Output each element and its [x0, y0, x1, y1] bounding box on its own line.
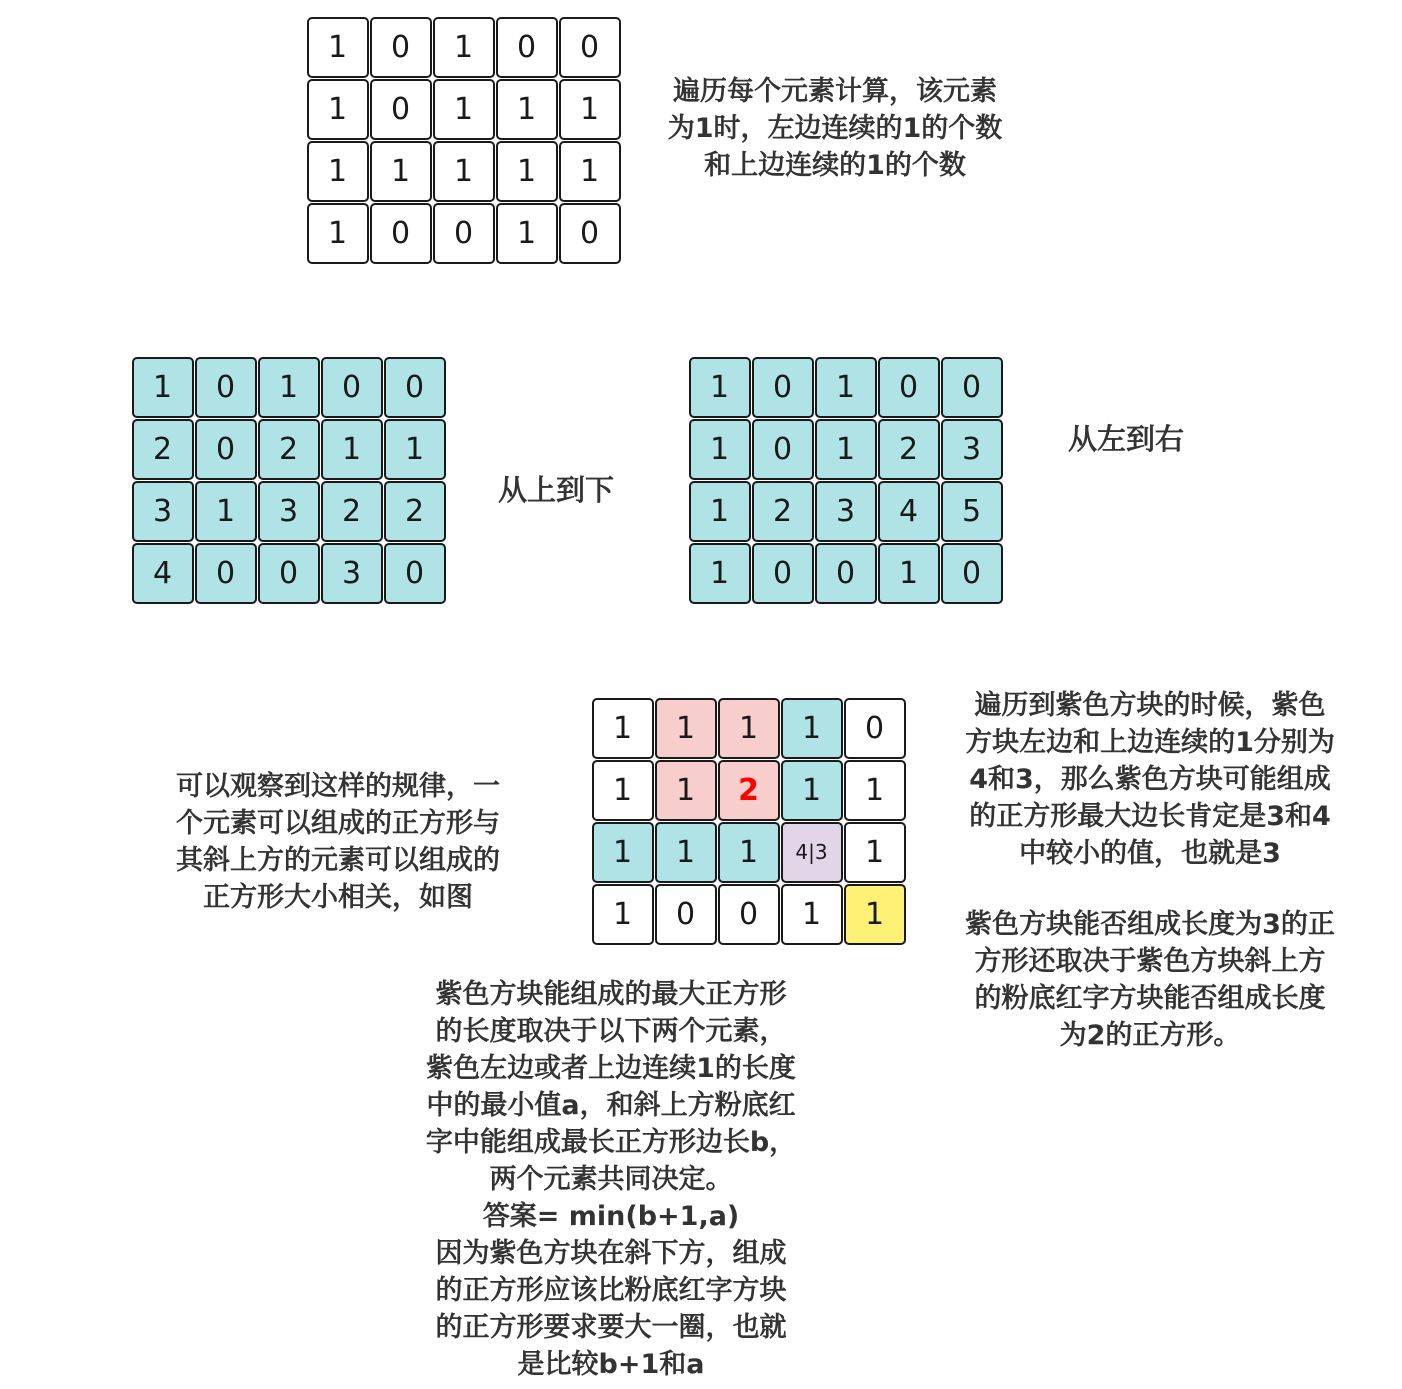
note-line: 的正方形要求要大一圈，也就	[435, 1312, 787, 1343]
note-line: 是比较b+1和a	[517, 1349, 705, 1380]
matrix-cell: 0	[655, 884, 717, 945]
matrix-cell: 1	[844, 822, 906, 883]
note-line: 4和3，那么紫色方块可能组成	[969, 764, 1331, 795]
matrix-cell: 0	[370, 17, 432, 78]
note-line: 和上边连续的1的个数	[704, 150, 966, 181]
matrix-cell: 1	[258, 357, 320, 418]
matrix-cell: 0	[195, 543, 257, 604]
matrix-cell: 1	[195, 481, 257, 542]
matrix-cell: 0	[941, 357, 1003, 418]
matrix-cell: 1	[559, 141, 621, 202]
purple-cell: 4|3	[781, 822, 843, 883]
matrix-cell: 2	[321, 481, 383, 542]
note-line: 遍历每个元素计算，该元素	[673, 76, 997, 107]
matrix-cell: 0	[752, 419, 814, 480]
pink-cell: 1	[718, 698, 780, 759]
top-down-label: 从上到下	[498, 473, 615, 507]
note-line: 的正方形应该比粉底红字方块	[435, 1275, 787, 1306]
left-right-label: 从左到右	[1068, 422, 1185, 456]
matrix-cell: 1	[321, 419, 383, 480]
original-matrix	[306, 16, 621, 264]
matrix-cell: 1	[689, 543, 751, 604]
matrix-cell: 0	[258, 543, 320, 604]
note-line: 的正方形最大边长肯定是3和4	[969, 801, 1331, 832]
matrix-cell: 1	[781, 760, 843, 821]
matrix-cell: 3	[321, 543, 383, 604]
matrix-cell: 1	[718, 822, 780, 883]
matrix-cell: 1	[781, 698, 843, 759]
matrix-cell: 1	[592, 822, 654, 883]
left-right-matrix	[688, 356, 1003, 604]
matrix-cell: 1	[781, 884, 843, 945]
matrix-cell: 3	[941, 419, 1003, 480]
note-pattern	[150, 768, 526, 916]
matrix-cell: 4	[132, 543, 194, 604]
example-matrix	[591, 697, 906, 945]
matrix-cell: 1	[559, 79, 621, 140]
matrix-cell: 1	[307, 141, 369, 202]
note-line: 紫色方块能否组成长度为3的正	[965, 909, 1335, 940]
matrix-cell: 1	[307, 79, 369, 140]
pink-red-cell: 2	[718, 760, 780, 821]
note-traverse	[640, 73, 1030, 184]
pink-cell: 1	[655, 698, 717, 759]
matrix-cell: 1	[844, 760, 906, 821]
matrix-cell: 1	[689, 419, 751, 480]
matrix-cell: 3	[815, 481, 877, 542]
matrix-cell: 1	[689, 481, 751, 542]
top-down-matrix	[131, 356, 446, 604]
matrix-cell: 0	[878, 357, 940, 418]
matrix-cell: 1	[592, 698, 654, 759]
note-line: 方形还取决于紫色方块斜上方	[974, 946, 1326, 977]
note-line: 两个元素共同决定。	[489, 1164, 733, 1195]
note-line: 为2的正方形。	[1059, 1020, 1241, 1051]
matrix-cell: 0	[718, 884, 780, 945]
note-line: 因为紫色方块在斜下方，组成	[435, 1238, 787, 1269]
matrix-cell: 1	[433, 79, 495, 140]
note-line: 其斜上方的元素可以组成的	[176, 845, 500, 876]
matrix-cell: 1	[592, 760, 654, 821]
matrix-cell: 2	[258, 419, 320, 480]
note-line: 的长度取决于以下两个元素，	[435, 1016, 787, 1047]
matrix-cell: 1	[496, 141, 558, 202]
matrix-cell: 0	[433, 203, 495, 264]
matrix-cell: 0	[384, 543, 446, 604]
note-formula: 答案= min(b+1,a)	[482, 1201, 740, 1232]
matrix-cell: 0	[752, 543, 814, 604]
matrix-cell: 1	[370, 141, 432, 202]
matrix-cell: 1	[815, 419, 877, 480]
matrix-cell: 4	[878, 481, 940, 542]
note-line: 正方形大小相关，如图	[203, 882, 473, 913]
note-line: 可以观察到这样的规律，一	[176, 771, 500, 802]
matrix-cell: 0	[559, 203, 621, 264]
matrix-cell: 1	[307, 17, 369, 78]
matrix-cell: 0	[941, 543, 1003, 604]
matrix-cell: 0	[370, 203, 432, 264]
matrix-cell: 0	[195, 357, 257, 418]
note-line: 方块左边和上边连续的1分别为	[965, 727, 1335, 758]
note-line: 中的最小值a，和斜上方粉底红	[426, 1090, 796, 1121]
matrix-cell: 5	[941, 481, 1003, 542]
matrix-cell: 0	[559, 17, 621, 78]
matrix-cell: 0	[370, 79, 432, 140]
matrix-cell: 0	[321, 357, 383, 418]
matrix-cell: 2	[878, 419, 940, 480]
matrix-cell: 3	[258, 481, 320, 542]
matrix-cell: 1	[433, 17, 495, 78]
matrix-cell: 0	[195, 419, 257, 480]
pink-cell: 1	[655, 760, 717, 821]
note-line: 紫色方块能组成的最大正方形	[435, 979, 787, 1010]
matrix-cell: 1	[433, 141, 495, 202]
matrix-cell: 0	[496, 17, 558, 78]
note-line: 个元素可以组成的正方形与	[176, 808, 500, 839]
note-purple-analysis	[940, 687, 1360, 872]
note-line: 为1时，左边连续的1的个数	[667, 113, 1003, 144]
matrix-cell: 2	[752, 481, 814, 542]
matrix-cell: 1	[592, 884, 654, 945]
matrix-cell: 1	[878, 543, 940, 604]
matrix-cell: 1	[815, 357, 877, 418]
note-answer	[398, 976, 824, 1383]
matrix-cell: 1	[689, 357, 751, 418]
matrix-cell: 2	[132, 419, 194, 480]
matrix-cell: 1	[307, 203, 369, 264]
matrix-cell: 1	[496, 203, 558, 264]
note-line: 字中能组成最长正方形边长b，	[425, 1127, 797, 1158]
note-pink-dependency	[940, 906, 1360, 1054]
note-line: 紫色左边或者上边连续1的长度	[426, 1053, 796, 1084]
matrix-cell: 0	[815, 543, 877, 604]
note-line: 的粉底红字方块能否组成长度	[974, 983, 1326, 1014]
matrix-cell: 1	[655, 822, 717, 883]
note-line: 中较小的值，也就是3	[1019, 838, 1281, 869]
matrix-cell: 1	[384, 419, 446, 480]
note-line: 遍历到紫色方块的时候，紫色	[974, 690, 1326, 721]
matrix-cell: 0	[384, 357, 446, 418]
matrix-cell: 1	[132, 357, 194, 418]
matrix-cell: 2	[384, 481, 446, 542]
matrix-cell: 1	[496, 79, 558, 140]
yellow-cell: 1	[844, 884, 906, 945]
matrix-cell: 0	[844, 698, 906, 759]
matrix-cell: 3	[132, 481, 194, 542]
matrix-cell: 0	[752, 357, 814, 418]
